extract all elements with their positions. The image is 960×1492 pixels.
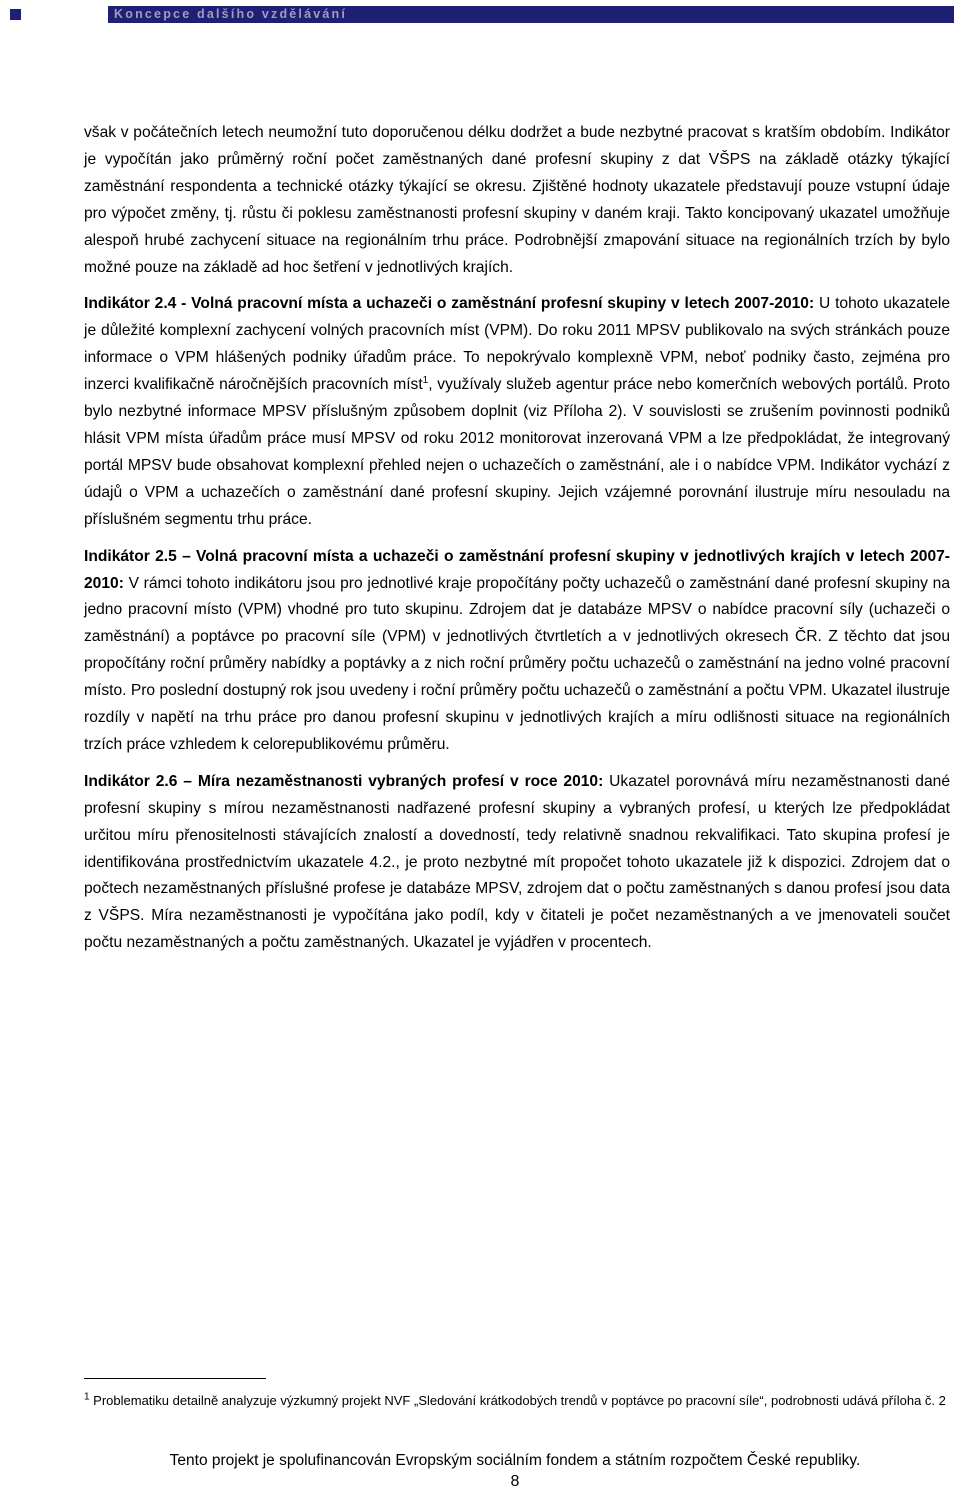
- footnote-number: 1: [84, 1391, 90, 1403]
- document-body: [84, 120, 950, 967]
- paragraph-intro: však v počátečních letech neumožní tuto doporučenou délku dodržet a bude nezbytné pracovat s kratším obdobím. Indikátor je vypočítán jako průměrný roční počet zaměstnaných dané profesní skupiny z dat VŠPS na základě otázky týkající zaměstnání respondenta a technické otázky týkající se okresu. Zjištěné hodnoty ukazatele představují pouze vstupní údaje pro výpočet změny, tj. růstu či poklesu zaměstnanosti profesní skupiny v daném kraji. Takto koncipovaný ukazatel umožňuje alespoň hrubé zachycení situace na regionálním trhu práce. Podrobnější zmapování situace na regionálních trzích by bylo možné pouze na základě ad hoc šetření v jednotlivých krajích.: [84, 124, 950, 276]
- indicator-2-4-title: Indikátor 2.4 - Volná pracovní místa a uchazeči o zaměstnání profesní skupiny v letech 2007-2010:: [84, 295, 815, 313]
- footnote: [84, 1390, 950, 1411]
- indicator-2-4-text-a: U tohoto ukazatele je důležité komplexní zachycení volných pracovních míst (VPM). Do roku 2011 MPSV publikovalo na svých stránkách pouze informace o VPM hlášených podniky úřadům práce. To nepokrývalo komplexně VPM, neboť podniky často, zejména pro inzerci kvalifikačně náročnějších pracovních míst: [84, 295, 951, 394]
- header-bar: [108, 6, 954, 23]
- footnote-text: Problematiku detailně analyzuje výzkumný projekt NVF „Sledování krátkodobých trendů v poptávce po pracovní síle“, podrobnosti udává příloha č. 2: [89, 1393, 946, 1408]
- footnote-separator: [84, 1378, 266, 1379]
- funding-notice: Tento projekt je spolufinancován Evropským sociálním fondem a státním rozpočtem České republiky.: [169, 1452, 861, 1469]
- paragraph-indicator-2-4: [84, 291, 950, 533]
- paragraph-indicator-2-6: [84, 769, 950, 957]
- header-square: [10, 9, 21, 20]
- header-title: Koncepce dalšího vzdělávání: [114, 7, 348, 21]
- indicator-2-4-text-b: , využívaly služeb agentur práce nebo komerčních webových portálů. Proto bylo nezbytné informace MPSV příslušným způsobem doplnit (viz Příloha 2). V souvislosti se zrušením povinnosti podniků hlásit VPM místa úřadům práce musí MPSV od roku 2012 monitorovat inzerovaná VPM a lze předpokládat, že integrovaný portál MPSV bude obsahovat komplexní přehled nejen o uchazečích o zaměstnání, ale i o nabídce VPM. Indikátor vychází z údajů o VPM a uchazečích o zaměstnání dané profesní skupiny. Jejich vzájemné porovnání ilustruje míru nesouladu na příslušném segmentu trhu práce.: [84, 376, 950, 528]
- indicator-2-5-text: V rámci tohoto indikátoru jsou pro jednotlivé kraje propočítány počty uchazečů o zaměstnání dané profesní skupiny na jedno pracovní místo (VPM) vhodné pro tuto skupinu. Zdrojem dat je databáze MPSV o nabídce pracovní síly (uchazeči o zaměstnání) a poptávce po pracovní síle (VPM) v jednotlivých čtvrtletích a v jednotlivých okresech ČR. Z těchto dat jsou propočítány roční průměry nabídky a poptávky a z nich roční průměry počtu uchazečů o zaměstnání na jedno volné pracovní místo. Pro poslední dostupný rok jsou uvedeny i roční průměry počtu uchazečů o zaměstnání a počtu VPM. Ukazatel ilustruje rozdíly v napětí na trhu práce pro danou profesní skupinu v jednotlivých krajích a míru odlišnosti situace na regionálních trzích práce vzhledem k celorepublikovému průměru.: [84, 574, 950, 753]
- paragraph-indicator-2-5: [84, 544, 950, 759]
- page-number: 8: [510, 1473, 520, 1490]
- indicator-2-6-text: Ukazatel porovnává míru nezaměstnanosti dané profesní skupiny s mírou nezaměstnanosti nadřazené profesní skupiny a vybraných profesí, u kterých lze předpokládat určitou míru přenositelnosti stávajících znalostí a dovedností, tedy relativně snadnou rekvalifikaci. Tato skupina profesí je identifikována prostřednictvím ukazatele 4.2., je proto nezbytné mít propočet tohoto ukazatele již k dispozici. Zdrojem dat o počtech nezaměstnaných příslušné profese je databáze MPSV, zdrojem dat o počtu zaměstnaných s danou profesí jsou data z VŠPS. Míra nezaměstnanosti je vypočítána jako podíl, kdy v čitateli je počet nezaměstnaných a ve jmenovateli součet počtu nezaměstnaných a počtu zaměstnaných. Ukazatel je vyjádřen v procentech.: [84, 772, 950, 952]
- indicator-2-6-title: Indikátor 2.6 – Míra nezaměstnanosti vybraných profesí v roce 2010:: [84, 772, 604, 790]
- indicator-2-5-title: Indikátor 2.5 – Volná pracovní místa a uchazeči o zaměstnání profesní skupiny v jednotlivých krajích v letech 2007-2010:: [84, 547, 950, 592]
- footnote-reference[interactable]: 1: [422, 374, 429, 386]
